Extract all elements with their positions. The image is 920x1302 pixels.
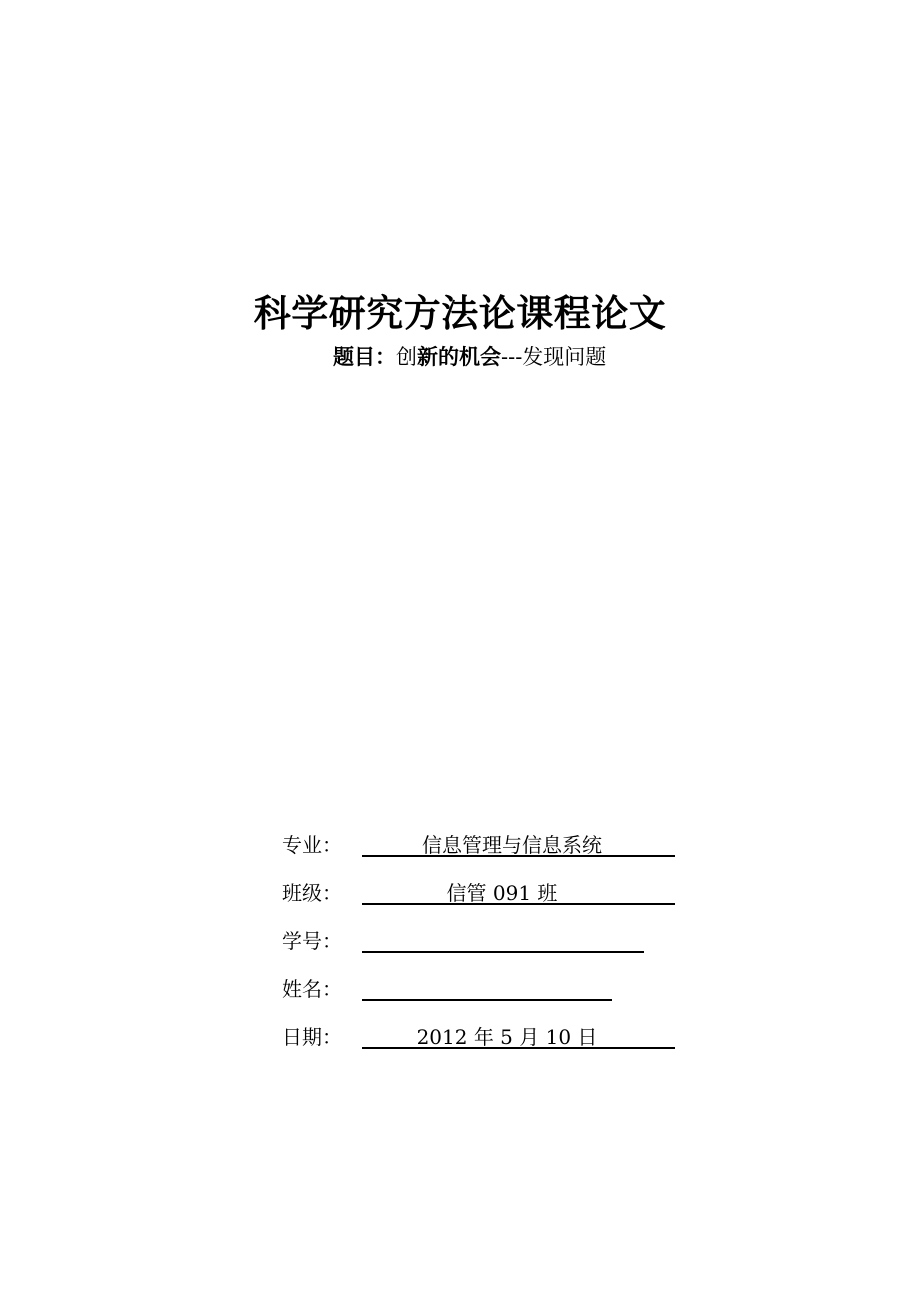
- field-student-id-underline: [362, 951, 644, 953]
- field-student-id-label: 学号：: [282, 929, 342, 953]
- field-class-value: 信管 091 班: [446, 881, 558, 905]
- field-major-value: 信息管理与信息系统: [422, 833, 602, 857]
- topic-label: 题目：: [333, 344, 396, 369]
- field-date-value: 2012 年 5 月 10 日: [416, 1025, 598, 1049]
- field-name-label: 姓名：: [282, 977, 342, 1001]
- field-class-label: 班级：: [282, 881, 342, 905]
- topic-line: [333, 341, 606, 371]
- document-title: 科学研究方法论课程论文: [253, 291, 667, 335]
- field-date-label: 日期：: [282, 1025, 342, 1049]
- field-name-underline: [362, 999, 612, 1001]
- topic-text-part1: 创: [396, 345, 417, 369]
- topic-text-part2: 新的机会: [417, 344, 501, 369]
- field-major-label: 专业：: [282, 833, 342, 857]
- topic-text-part3: ---发现问题: [501, 345, 607, 369]
